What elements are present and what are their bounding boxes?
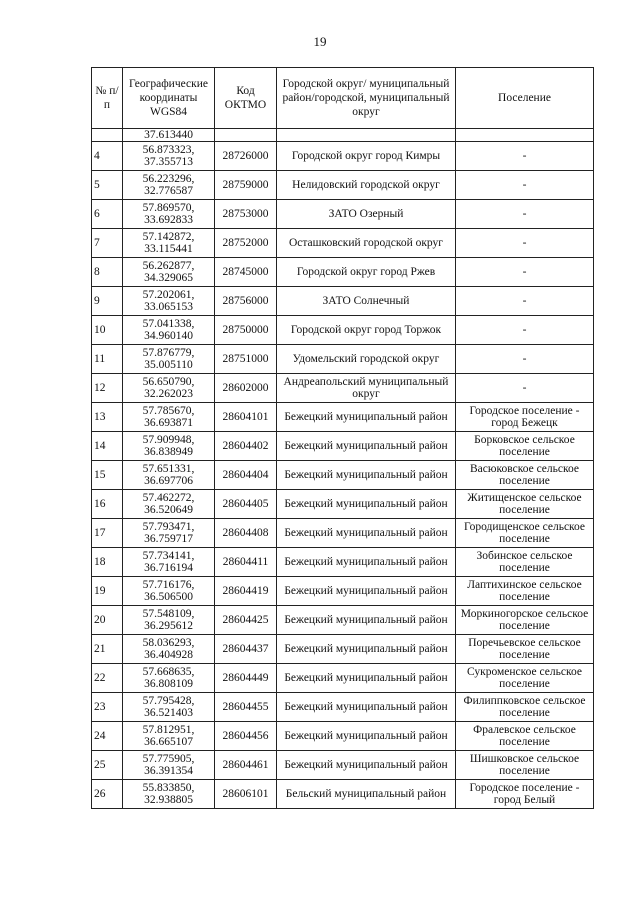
cell-settlement: - — [456, 374, 594, 403]
cell-settlement: - — [456, 345, 594, 374]
longitude: 32.776587 — [144, 185, 193, 197]
longitude: 36.697706 — [144, 475, 193, 487]
cell-num: 8 — [92, 258, 123, 287]
latitude: 57.548109, — [142, 607, 195, 620]
table-row — [92, 171, 594, 200]
cell-oktmo: 28751000 — [215, 345, 277, 374]
cell-oktmo: 28604425 — [215, 606, 277, 635]
cell-num: 9 — [92, 287, 123, 316]
table-row — [92, 200, 594, 229]
table-header-row — [92, 68, 594, 129]
cell-district: Бежецкий муниципальный район — [277, 432, 456, 461]
municipalities-table — [91, 67, 594, 809]
cell-coords — [123, 722, 215, 751]
longitude: 36.716194 — [144, 562, 193, 574]
cell-num: 5 — [92, 171, 123, 200]
header-district: Городской округ/ муниципальный район/городской, муниципальный округ — [277, 68, 456, 129]
cell-coords — [123, 693, 215, 722]
cell-district: Бежецкий муниципальный район — [277, 664, 456, 693]
cell-coords — [123, 606, 215, 635]
table-row — [92, 780, 594, 809]
cell-district: Городской округ город Торжок — [277, 316, 456, 345]
table-body — [92, 129, 594, 809]
longitude: 34.329065 — [144, 272, 193, 284]
latitude: 58.036293, — [142, 636, 195, 649]
cell-coords: 37.613440 — [123, 129, 215, 142]
cell-settlement: - — [456, 142, 594, 171]
longitude: 33.692833 — [144, 214, 193, 226]
cell-num: 18 — [92, 548, 123, 577]
cell-num: 11 — [92, 345, 123, 374]
cell-settlement: Филиппковское сельское поселение — [456, 693, 594, 722]
cell-oktmo: 28604404 — [215, 461, 277, 490]
cell-oktmo: 28753000 — [215, 200, 277, 229]
cell-num: 17 — [92, 519, 123, 548]
latitude: 57.041338, — [142, 317, 195, 330]
cell-settlement: - — [456, 171, 594, 200]
table-row — [92, 664, 594, 693]
cell-district: Андреапольский муниципальный округ — [277, 374, 456, 403]
latitude: 56.650790, — [142, 375, 195, 388]
cell-oktmo: 28604402 — [215, 432, 277, 461]
cell-district — [277, 129, 456, 142]
cell-oktmo: 28604101 — [215, 403, 277, 432]
cell-district: Бежецкий муниципальный район — [277, 635, 456, 664]
table-row — [92, 635, 594, 664]
cell-num: 10 — [92, 316, 123, 345]
cell-coords — [123, 142, 215, 171]
cell-oktmo: 28604449 — [215, 664, 277, 693]
table-row — [92, 519, 594, 548]
cell-num: 12 — [92, 374, 123, 403]
longitude: 37.355713 — [144, 156, 193, 168]
cell-oktmo: 28750000 — [215, 316, 277, 345]
cell-oktmo: 28745000 — [215, 258, 277, 287]
cell-district: Бежецкий муниципальный район — [277, 403, 456, 432]
cell-district: Бежецкий муниципальный район — [277, 722, 456, 751]
latitude: 56.223296, — [142, 172, 195, 185]
longitude: 36.295612 — [144, 620, 193, 632]
latitude: 57.716176, — [142, 578, 195, 591]
cell-oktmo: 28604461 — [215, 751, 277, 780]
latitude: 57.142872, — [142, 230, 195, 243]
longitude: 32.938805 — [144, 794, 193, 806]
cell-num: 20 — [92, 606, 123, 635]
cell-oktmo: 28604405 — [215, 490, 277, 519]
cell-coords — [123, 200, 215, 229]
cell-coords — [123, 432, 215, 461]
header-settlement: Поселение — [456, 68, 594, 129]
longitude: 34.960140 — [144, 330, 193, 342]
table-row — [92, 722, 594, 751]
cell-coords — [123, 635, 215, 664]
table-row — [92, 374, 594, 403]
cell-oktmo: 28752000 — [215, 229, 277, 258]
cell-num: 13 — [92, 403, 123, 432]
latitude: 57.734141, — [142, 549, 195, 562]
table-row — [92, 287, 594, 316]
cell-oktmo — [215, 129, 277, 142]
cell-num: 6 — [92, 200, 123, 229]
cell-district: Бежецкий муниципальный район — [277, 461, 456, 490]
cell-district: Бежецкий муниципальный район — [277, 519, 456, 548]
cell-num: 19 — [92, 577, 123, 606]
cell-coords — [123, 229, 215, 258]
cell-coords — [123, 490, 215, 519]
table-row — [92, 403, 594, 432]
cell-settlement: Городское поселение - город Бежецк — [456, 403, 594, 432]
cell-coords — [123, 780, 215, 809]
cell-settlement: - — [456, 258, 594, 287]
cell-district: Бежецкий муниципальный район — [277, 693, 456, 722]
latitude: 57.869570, — [142, 201, 195, 214]
cell-settlement: Поречьевское сельское поселение — [456, 635, 594, 664]
longitude: 36.520649 — [144, 504, 193, 516]
cell-coords — [123, 519, 215, 548]
cell-num: 26 — [92, 780, 123, 809]
table-row — [92, 142, 594, 171]
latitude: 56.262877, — [142, 259, 195, 272]
table-row — [92, 258, 594, 287]
latitude: 57.775905, — [142, 752, 195, 765]
cell-district: ЗАТО Солнечный — [277, 287, 456, 316]
cell-coords — [123, 664, 215, 693]
cell-settlement: Шишковское сельское поселение — [456, 751, 594, 780]
cell-num: 16 — [92, 490, 123, 519]
cell-oktmo: 28606101 — [215, 780, 277, 809]
cell-district: ЗАТО Озерный — [277, 200, 456, 229]
cell-coords — [123, 751, 215, 780]
cell-settlement: Лаптихинское сельское поселение — [456, 577, 594, 606]
cell-coords — [123, 548, 215, 577]
cell-settlement: Борковское сельское поселение — [456, 432, 594, 461]
cell-oktmo: 28756000 — [215, 287, 277, 316]
cell-oktmo: 28726000 — [215, 142, 277, 171]
cell-settlement: Моркиногорское сельское поселение — [456, 606, 594, 635]
longitude: 35.005110 — [144, 359, 193, 371]
header-coords: Географические координаты WGS84 — [123, 68, 215, 129]
cell-settlement: - — [456, 287, 594, 316]
table-row — [92, 577, 594, 606]
cell-settlement: Городское поселение - город Белый — [456, 780, 594, 809]
longitude: 36.391354 — [144, 765, 193, 777]
cell-district: Бельский муниципальный район — [277, 780, 456, 809]
latitude: 57.462272, — [142, 491, 195, 504]
cell-oktmo: 28604408 — [215, 519, 277, 548]
cell-district: Нелидовский городской округ — [277, 171, 456, 200]
cell-num: 4 — [92, 142, 123, 171]
table-row — [92, 490, 594, 519]
cell-district: Бежецкий муниципальный район — [277, 577, 456, 606]
cell-oktmo: 28604411 — [215, 548, 277, 577]
longitude: 36.759717 — [144, 533, 193, 545]
table-row — [92, 432, 594, 461]
table-row — [92, 229, 594, 258]
cell-num: 15 — [92, 461, 123, 490]
cell-coords — [123, 577, 215, 606]
header-oktmo: Код ОКТМО — [215, 68, 277, 129]
latitude: 55.833850, — [142, 781, 195, 794]
cell-district: Городской округ город Кимры — [277, 142, 456, 171]
longitude: 36.665107 — [144, 736, 193, 748]
longitude: 33.065153 — [144, 301, 193, 313]
cell-oktmo: 28604437 — [215, 635, 277, 664]
cell-num: 21 — [92, 635, 123, 664]
cell-settlement: Сукроменское сельское поселение — [456, 664, 594, 693]
latitude: 57.785670, — [142, 404, 195, 417]
cell-num: 7 — [92, 229, 123, 258]
continuation-row — [92, 129, 594, 142]
cell-coords — [123, 374, 215, 403]
cell-oktmo: 28604419 — [215, 577, 277, 606]
cell-settlement: Зобинское сельское поселение — [456, 548, 594, 577]
cell-district: Бежецкий муниципальный район — [277, 548, 456, 577]
cell-settlement: - — [456, 316, 594, 345]
cell-coords — [123, 316, 215, 345]
cell-num: 22 — [92, 664, 123, 693]
longitude: 33.115441 — [144, 243, 193, 255]
table-row — [92, 461, 594, 490]
cell-coords — [123, 461, 215, 490]
cell-district: Бежецкий муниципальный район — [277, 606, 456, 635]
latitude: 57.795428, — [142, 694, 195, 707]
cell-district: Бежецкий муниципальный район — [277, 490, 456, 519]
table-row — [92, 606, 594, 635]
cell-coords — [123, 287, 215, 316]
page-number: 19 — [313, 34, 327, 49]
cell-district: Городской округ город Ржев — [277, 258, 456, 287]
cell-num: 24 — [92, 722, 123, 751]
cell-settlement: Городищенское сельское поселение — [456, 519, 594, 548]
longitude: 36.693871 — [144, 417, 193, 429]
cell-settlement: Васюковское сельское поселение — [456, 461, 594, 490]
cell-settlement: Житищенское сельское поселение — [456, 490, 594, 519]
latitude: 57.793471, — [142, 520, 195, 533]
latitude: 57.812951, — [142, 723, 195, 736]
cell-settlement — [456, 129, 594, 142]
cell-settlement: - — [456, 200, 594, 229]
table-row — [92, 751, 594, 780]
cell-oktmo: 28602000 — [215, 374, 277, 403]
cell-district: Бежецкий муниципальный район — [277, 751, 456, 780]
cell-num: 23 — [92, 693, 123, 722]
cell-coords — [123, 258, 215, 287]
latitude: 57.909948, — [142, 433, 195, 446]
table-row — [92, 548, 594, 577]
cell-num: 25 — [92, 751, 123, 780]
latitude: 56.873323, — [142, 143, 195, 156]
cell-settlement: - — [456, 229, 594, 258]
longitude: 36.404928 — [144, 649, 193, 661]
cell-coords — [123, 403, 215, 432]
cell-num: 14 — [92, 432, 123, 461]
latitude: 57.876779, — [142, 346, 195, 359]
cell-num — [92, 129, 123, 142]
cell-coords — [123, 345, 215, 374]
cell-district: Осташковский городской округ — [277, 229, 456, 258]
longitude: 36.506500 — [144, 591, 193, 603]
longitude: 36.521403 — [144, 707, 193, 719]
header-num: № п/п — [92, 68, 123, 129]
cell-settlement: Фралевское сельское поселение — [456, 722, 594, 751]
latitude: 57.651331, — [142, 462, 195, 475]
table-row — [92, 345, 594, 374]
longitude: 36.838949 — [144, 446, 193, 458]
table-row — [92, 316, 594, 345]
longitude: 36.808109 — [144, 678, 193, 690]
longitude: 32.262023 — [144, 388, 193, 400]
cell-oktmo: 28604455 — [215, 693, 277, 722]
table-row — [92, 693, 594, 722]
cell-district: Удомельский городской округ — [277, 345, 456, 374]
cell-oktmo: 28759000 — [215, 171, 277, 200]
latitude: 57.202061, — [142, 288, 195, 301]
cell-oktmo: 28604456 — [215, 722, 277, 751]
cell-coords — [123, 171, 215, 200]
latitude: 57.668635, — [142, 665, 195, 678]
